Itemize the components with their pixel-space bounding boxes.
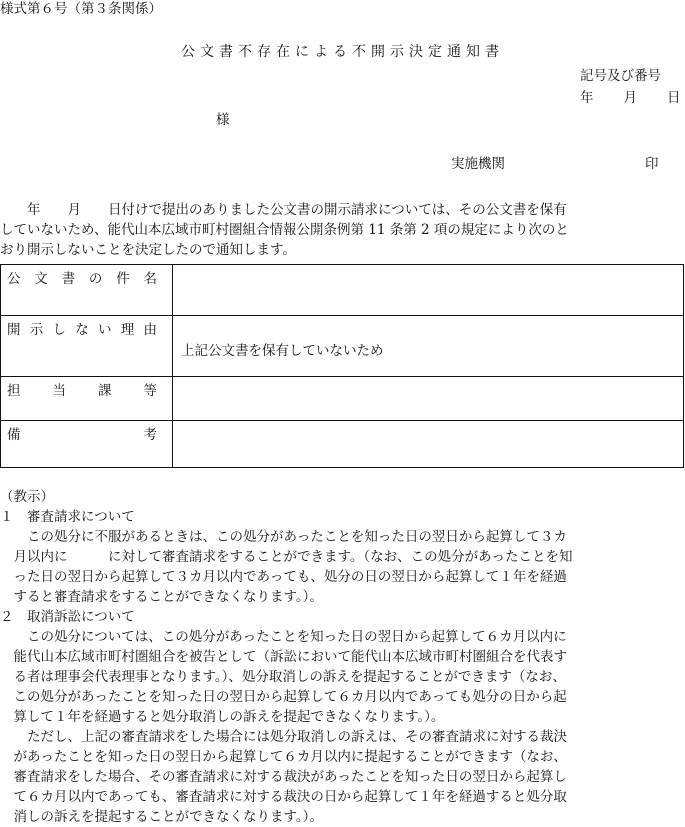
notice-line: 月以内に に対して審査請求をすることができます。（なお、この処分があったことを知: [0, 549, 573, 565]
label-char: 文: [34, 271, 48, 287]
label-char: 示: [29, 322, 44, 338]
notice-line: すると審査請求をすることができなくなります。）。: [0, 589, 323, 605]
label-char: 考: [143, 427, 157, 443]
notice-line: 審査請求をした場合、その審査請求に対する裁決があったことを知った日の翌日から起算し: [0, 769, 567, 785]
section-1-title: １ 審査請求について: [0, 509, 135, 525]
remarks-label: [1, 421, 173, 468]
label-char: な: [75, 322, 89, 338]
label-char: 公: [7, 271, 21, 287]
label-char: の: [88, 271, 103, 287]
notice-line: て６カ月以内であっても、審査請求に対する裁決の日から起算して１年を経過すると処分取: [0, 789, 567, 805]
label-char: 課: [98, 383, 112, 399]
label-char: 理: [120, 322, 135, 338]
label-char: 名: [143, 271, 157, 287]
form-label: 様式第６号（第３条関係）: [0, 1, 162, 17]
label-char: 由: [143, 322, 157, 338]
label-char: 開: [7, 322, 21, 338]
subject-value: [173, 265, 684, 316]
label-char: 件: [116, 271, 130, 287]
reason-value: 上記公文書を保有していないため: [173, 316, 684, 377]
label-char: 担: [7, 383, 21, 399]
issuer-label: 実施機関: [451, 156, 505, 172]
table-row: [1, 316, 684, 377]
notice-section: [0, 487, 682, 827]
intro-line: おり開示しないことを決定したので通知します。: [0, 242, 296, 258]
notice-line: この処分があったことを知った日の翌日から起算して６カ月以内であっても処分の日から起: [0, 689, 567, 705]
spread-label: [7, 426, 157, 444]
label-char: 当: [52, 383, 66, 399]
label-char: い: [98, 322, 112, 338]
notice-line: この処分に不服があるときは、この処分があったことを知った日の翌日から起算して３カ: [0, 529, 567, 545]
date-line: 年 月 日: [580, 90, 682, 106]
notice-line: 消しの訴えを提起することができなくなります。）。: [0, 809, 323, 825]
document-title: 公文書不存在による不開示決定通知書: [181, 44, 504, 60]
label-char: し: [52, 322, 66, 338]
notice-heading: （教示）: [0, 489, 54, 505]
notice-line: 算して１年を経過すると処分取消しの訴えを提起できなくなります。）。: [0, 709, 445, 725]
notice-line: 能代山本広域市町村圏組合を被告として（訴訟において能代山本広域市町村圏組合を代表す: [0, 649, 567, 665]
notice-line: があったことを知った日の翌日から起算して６カ月以内に提起することができます（なお、: [0, 749, 567, 765]
spread-label: [7, 321, 157, 339]
intro-line: していないため、能代山本広域市町村圏組合情報公開条例第 11 条第 2 項の規定により次のと: [0, 222, 569, 238]
label-char: 等: [143, 383, 157, 399]
table-row: [1, 265, 684, 316]
reference-number: 記号及び番号: [580, 68, 661, 84]
section-2-title: ２ 取消訴訟について: [0, 609, 135, 625]
label-char: 備: [7, 427, 21, 443]
subject-label: [1, 265, 173, 316]
seal-mark: 印: [645, 156, 659, 172]
spread-label: [7, 270, 157, 288]
intro-paragraph: [0, 200, 682, 260]
label-char: 書: [61, 271, 76, 287]
decision-table: [0, 264, 684, 468]
spread-label: [7, 382, 157, 400]
notice-line: この処分については、この処分があったことを知った日の翌日から起算して６カ月以内に: [0, 629, 567, 645]
table-row: [1, 377, 684, 421]
reason-label: [1, 316, 173, 377]
notice-line: った日の翌日から起算して３カ月以内であっても、処分の日の翌日から起算して１年を経過: [0, 569, 567, 585]
department-label: [1, 377, 173, 421]
department-value: [173, 377, 684, 421]
intro-line: 年 月 日付けで提出のありました公文書の開示請求については、その公文書を保有: [0, 202, 567, 218]
remarks-value: [173, 421, 684, 468]
notice-line: る者は理事会代表理事となります。）、処分取消しの訴えを提起することができます（なお、: [0, 669, 566, 685]
recipient-suffix: 様: [216, 112, 230, 128]
notice-line: ただし、上記の審査請求をした場合には処分取消しの訴えは、その審査請求に対する裁決: [0, 729, 567, 745]
table-row: [1, 421, 684, 468]
